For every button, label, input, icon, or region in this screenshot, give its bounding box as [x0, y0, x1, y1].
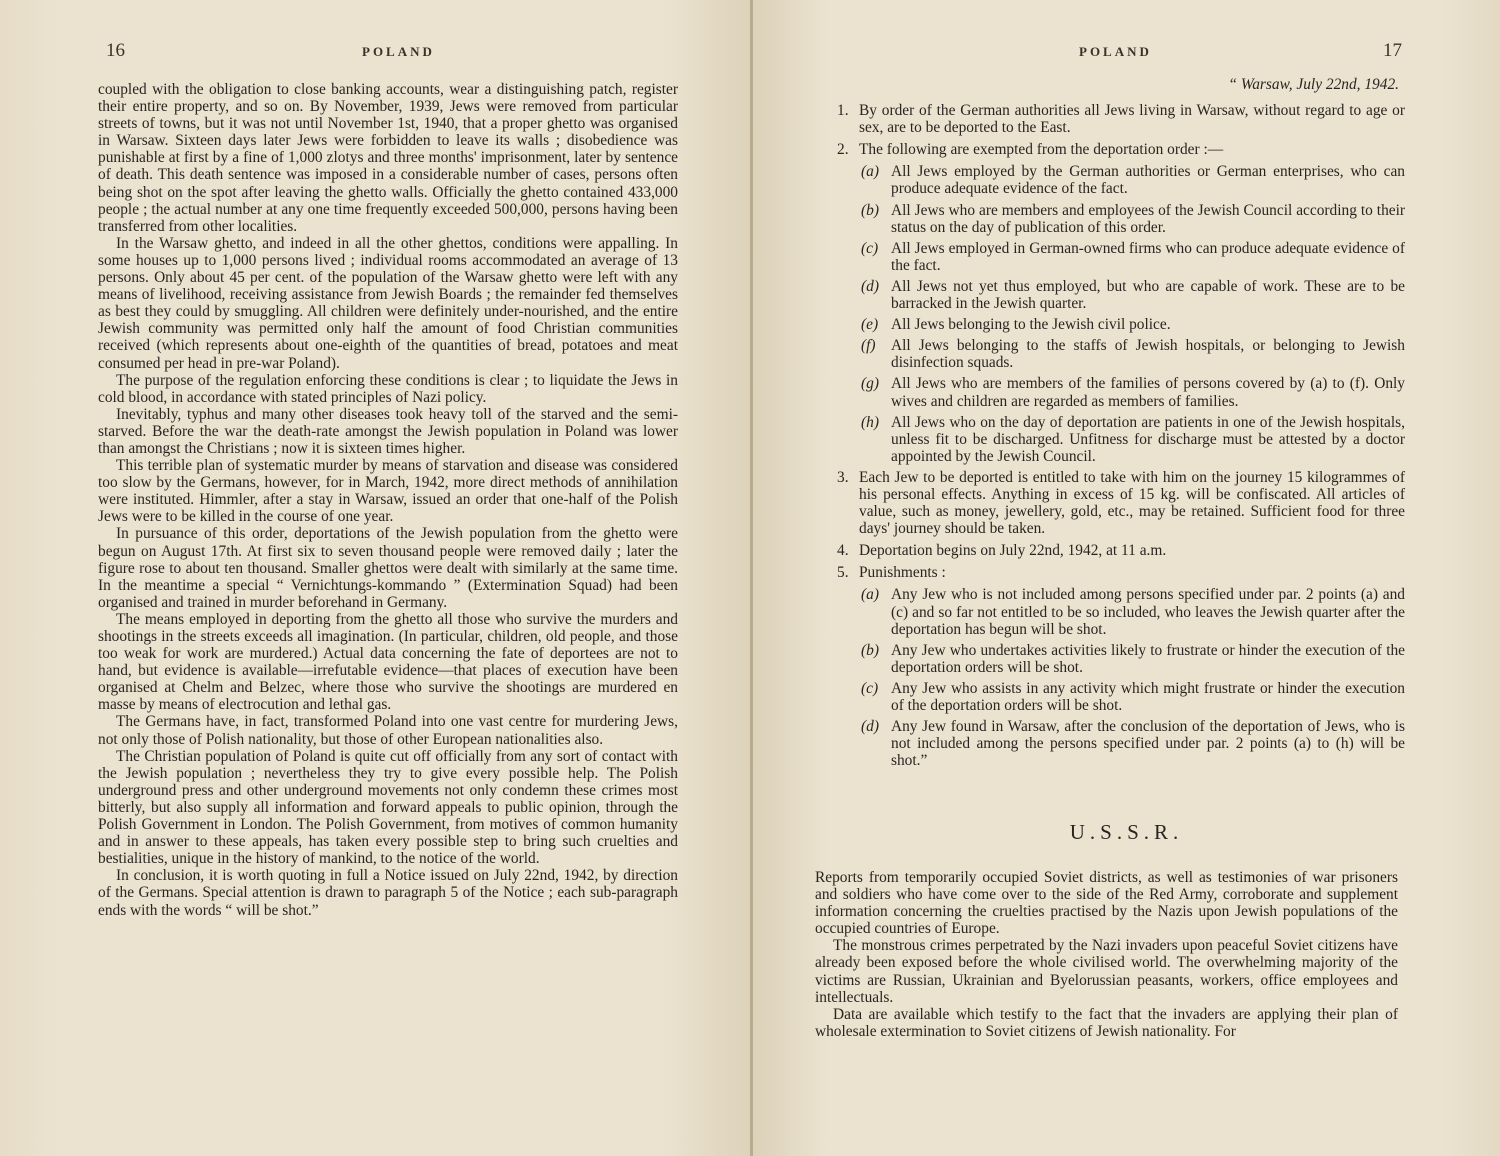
- page-number-right: 17: [1383, 40, 1402, 61]
- exemption-subitem: [837, 202, 1405, 236]
- paragraph: coupled with the obligation to close banking accounts, wear a distinguishing patch, register their entire property, and so on. By November, 1939, Jews were removed from particular streets of towns, but it was not until November 1st, 1940, that a proper ghetto was organised in Warsaw. Sixteen days later Jews were forbidden to leave its walls ; disobedience was punishable at first by a fine of 1,000 zlotys and three months' imprisonment, later by sentence of death. This death sentence was imposed in a considerable number of cases, persons often being shot on the spot after leaving the ghetto walls. Officially the ghetto contained 433,000 people ; the actual number at any one time frequently exceeded 500,000, persons having been transferred from other localities.: [98, 81, 678, 235]
- notice-dateline: “ Warsaw, July 22nd, 1942.: [1228, 76, 1399, 93]
- subitem-text: All Jews who are members and employees of the Jewish Council according to their status on the day of publication of this order.: [891, 201, 1405, 236]
- notice-text: [837, 76, 1405, 773]
- punishment-subitem: [837, 718, 1405, 769]
- subitem-label: (b): [861, 641, 879, 659]
- notice-item: [837, 102, 1405, 136]
- exemption-subitem: [837, 337, 1405, 371]
- paragraph: The purpose of the regulation enforcing these conditions is clear ; to liquidate the Jews in cold blood, in accordance with stated principles of Nazi policy.: [98, 371, 678, 406]
- subitem-label: (d): [861, 277, 879, 295]
- punishment-subitem: [837, 586, 1405, 637]
- subitem-text: Any Jew who assists in any activity which might frustrate or hinder the execution of the deportation orders will be shot.: [891, 679, 1405, 714]
- paragraph: In the Warsaw ghetto, and indeed in all the other ghettos, conditions were appalling. In some houses up to 1,000 persons lived ; individual rooms accommodated an average of 13 persons. Only about 45 per cent. of the population of the Warsaw ghetto were left with any means of livelihood, receiving assistance from Jewish Boards ; the remainder fed themselves as best they could by smuggling. All children were definitely under-nourished, and the entire Jewish community was permitted only half the amount of food Christian communities received (which represents about one-eighth of the quantities of bread, potatoes and meat consumed per head in pre-war Poland).: [98, 234, 678, 372]
- punishment-subitem: [837, 642, 1405, 676]
- item-text: Deportation begins on July 22nd, 1942, at 11 a.m.: [859, 542, 1167, 560]
- item-text: By order of the German authorities all Jews living in Warsaw, without regard to age or sex, are to be deported to the East.: [859, 102, 1405, 137]
- ussr-body-text: [815, 869, 1398, 1040]
- running-head-right: POLAND: [1079, 44, 1152, 59]
- subitem-label: (b): [861, 201, 879, 219]
- subitem-text: Any Jew who is not included among persons specified under par. 2 points (a) and (c) and so far not entitled to be so included, who leaves the Jewish quarter after the deportation has begun will be shot.: [891, 586, 1405, 638]
- subitem-text: All Jews who on the day of deportation are patients in one of the Jewish hospitals, unless fit to be discharged. Unfitness for discharge must be attested by a doctor appointed by the Jewish Council.: [891, 413, 1405, 465]
- item-number: 4.: [837, 542, 849, 560]
- left-body-text: [98, 81, 678, 919]
- paragraph: In pursuance of this order, deportations of the Jewish population from the ghetto were begun on August 17th. At first six to seven thousand people were removed daily ; later the figure rose to about ten thousand. Smaller ghettos were dealt with similarly at the same time. In the meantime a special “ Vernichtungs-kommando ” (Extermination Squad) had been organised and trained in murder beforehand in Germany.: [98, 525, 678, 611]
- subitem-label: (a): [861, 163, 879, 181]
- notice-item: [837, 564, 1405, 581]
- exemption-subitem: [837, 375, 1405, 409]
- subitem-text: All Jews not yet thus employed, but who are capable of work. These are to be barracked in the Jewish quarter.: [891, 277, 1405, 313]
- subitem-label: (c): [861, 679, 879, 697]
- subitem-text: All Jews employed in German-owned firms who can produce adequate evidence of the fact.: [891, 239, 1405, 274]
- item-number: 5.: [837, 564, 849, 582]
- subitem-text: All Jews belonging to the staffs of Jewish hospitals, or belonging to Jewish disinfection squads.: [891, 337, 1405, 372]
- subitem-label: (f): [861, 337, 876, 355]
- item-text: Punishments :: [859, 564, 946, 582]
- paragraph: The Germans have, in fact, transformed Poland into one vast centre for murdering Jews, not only those of Polish nationality, but those of other European nationalities also.: [98, 713, 678, 748]
- subitem-label: (h): [861, 413, 879, 431]
- subitem-text: Any Jew who undertakes activities likely to frustrate or hinder the execution of the deportation orders will be shot.: [891, 641, 1405, 676]
- paragraph: The means employed in deporting from the ghetto all those who survive the murders and shootings in the streets exceeds all imagination. (In particular, children, old people, and those too weak for work are murdered.) Actual data concerning the fate of deportees are not to hand, but evidence is available—irrefutable evidence—that places of execution have been organised at Chelm and Belzec, where those who survive the shootings are murdered en masse by means of electrocution and lethal gas.: [98, 610, 678, 714]
- notice-item: [837, 469, 1405, 537]
- paragraph: The Christian population of Poland is quite cut off officially from any sort of contact with the Jewish population ; nevertheless they try to give every possible help. The Polish underground press and other underground movements not only condemn these crimes most bitterly, but also supply all information and forward appeals to public opinion, through the Polish Government in London. The Polish Government, from motives of common humanity and in answer to these appeals, has taken every possible step to bring such cruelties and bestialities, unique in the history of mankind, to the notice of the world.: [98, 747, 678, 868]
- notice-item: [837, 141, 1405, 158]
- subitem-text: All Jews who are members of the families of persons covered by (a) to (f). Only wives and children are regarded as members of families.: [891, 375, 1405, 410]
- paragraph: Inevitably, typhus and many other diseases took heavy toll of the starved and the semi-starved. Before the war the death-rate amongst the Jewish population in Poland was lower than amongst the Christians ; now it is sixteen times higher.: [98, 405, 678, 457]
- running-head-left: POLAND: [362, 44, 435, 59]
- item-number: 3.: [837, 468, 849, 486]
- page-number-left: 16: [106, 40, 125, 61]
- notice-item: [837, 542, 1405, 559]
- subitem-label: (d): [861, 718, 879, 736]
- section-heading-ussr: U.S.S.R.: [1069, 820, 1184, 844]
- item-number: 1.: [837, 102, 849, 120]
- subitem-label: (g): [861, 375, 879, 393]
- punishment-subitem: [837, 680, 1405, 714]
- item-number: 2.: [837, 141, 849, 159]
- item-text: Each Jew to be deported is entitled to take with him on the journey 15 kilogrammes of his personal effects. Anything in excess of 15 kg. will be confiscated. All articles of value, such as money, jewellery, gold, etc., may be retained. Sufficient food for three days' journey should be taken.: [859, 468, 1405, 538]
- exemption-subitem: [837, 278, 1405, 312]
- subitem-label: (e): [861, 316, 879, 334]
- right-page: [753, 0, 1500, 1156]
- paragraph: Reports from temporarily occupied Soviet districts, as well as testimonies of war prisoners and soldiers who have come over to the side of the Red Army, corroborate and supplement information concerning the cruelties practised by the Nazis upon Jewish populations of the occupied countries of Europe.: [815, 869, 1398, 938]
- paragraph: Data are available which testify to the fact that the invaders are applying their plan of wholesale extermination to Soviet citizens of Jewish nationality. For: [815, 1005, 1398, 1040]
- item-text: The following are exempted from the deportation order :—: [859, 141, 1224, 159]
- subitem-text: All Jews belonging to the Jewish civil police.: [891, 316, 1171, 334]
- paragraph: The monstrous crimes perpetrated by the Nazi invaders upon peaceful Soviet citizens have already been exposed before the whole civilised world. The overwhelming majority of the victims are Russian, Ukrainian and Byelorussian peasants, workers, office employees and intellectuals.: [815, 937, 1398, 1006]
- subitem-text: Any Jew found in Warsaw, after the conclusion of the deportation of Jews, who is not included among the persons specified under par. 2 points (a) to (h) will be shot.”: [891, 718, 1405, 770]
- subitem-text: All Jews employed by the German authorities or German enterprises, who can produce adequate evidence of the fact.: [891, 163, 1405, 198]
- exemption-subitem: [837, 163, 1405, 197]
- exemption-subitem: [837, 240, 1405, 274]
- exemption-subitem: [837, 414, 1405, 465]
- subitem-label: (c): [861, 239, 879, 257]
- subitem-label: (a): [861, 586, 879, 604]
- exemption-subitem: [837, 316, 1405, 333]
- paragraph: In conclusion, it is worth quoting in full a Notice issued on July 22nd, 1942, by direction of the Germans. Special attention is drawn to paragraph 5 of the Notice ; each sub-paragraph ends with the words “ will be shot.”: [98, 867, 678, 919]
- paragraph: This terrible plan of systematic murder by means of starvation and disease was considered too slow by the Germans, however, for in March, 1942, more direct methods of annihilation were instituted. Himmler, after a stay in Warsaw, issued an order that one-half of the Polish Jews were to be killed in the course of one year.: [98, 457, 678, 526]
